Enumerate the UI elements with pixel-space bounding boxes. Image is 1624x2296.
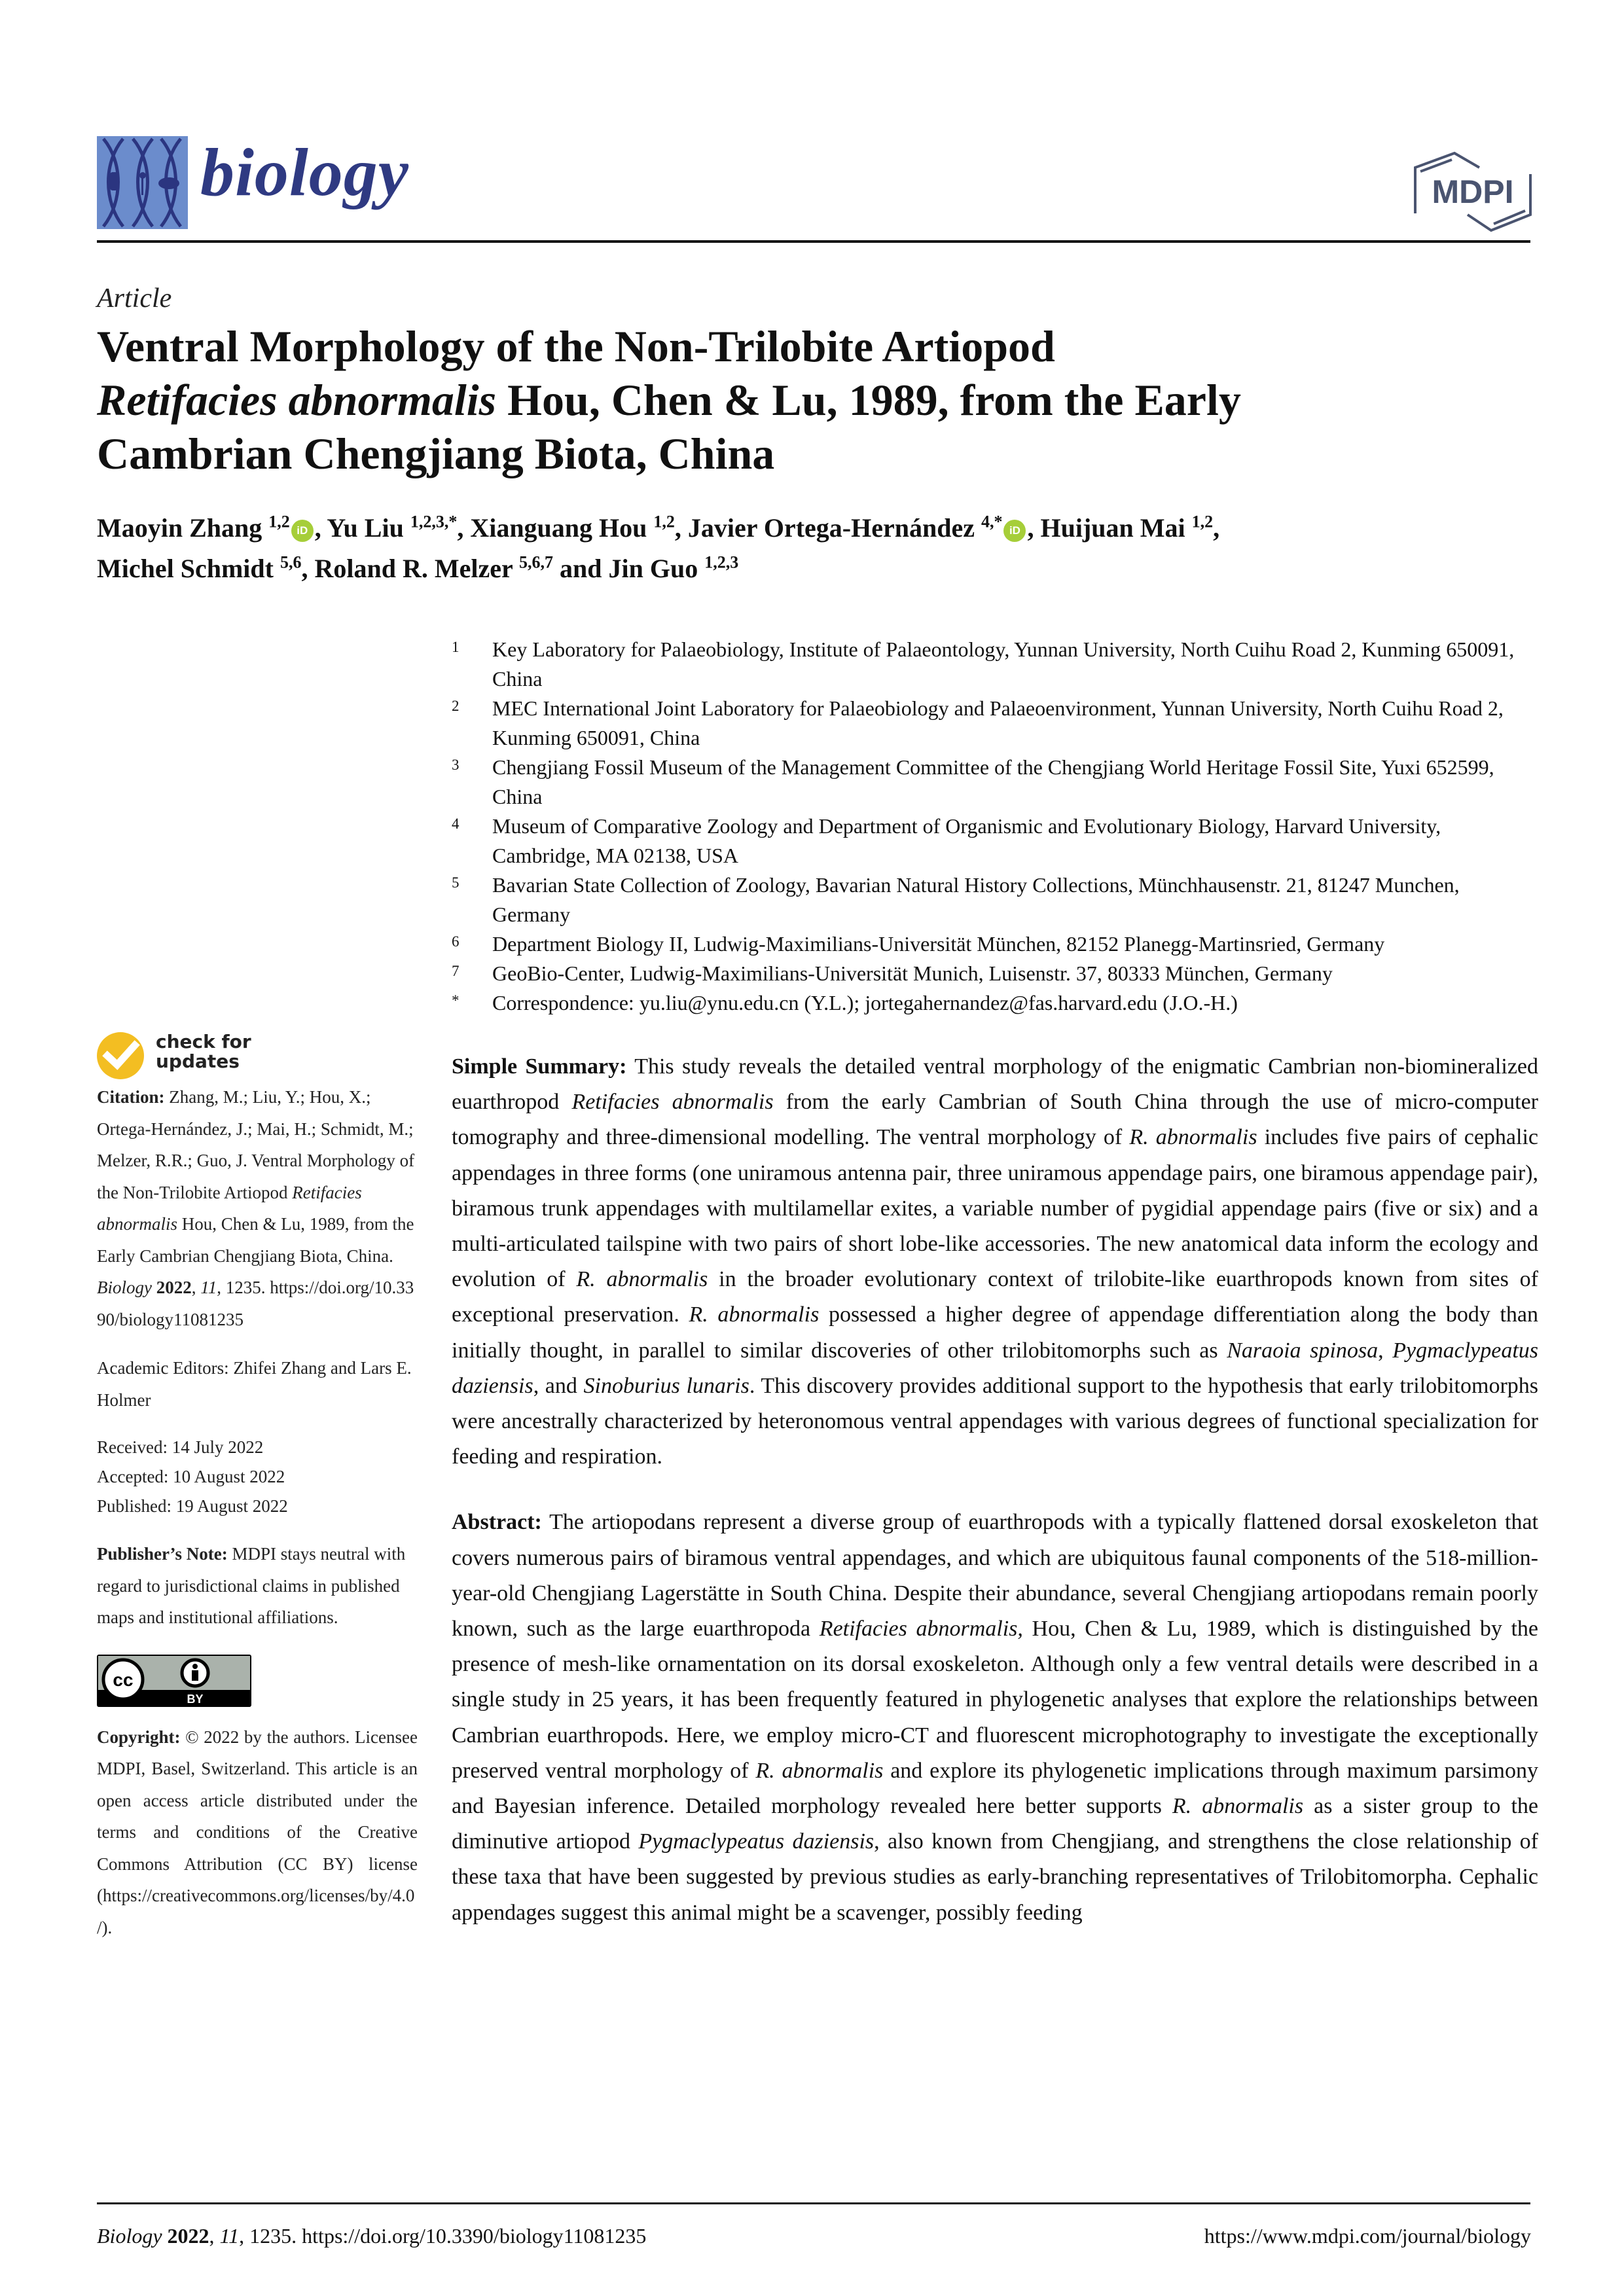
- author-name: Jin Guo: [608, 554, 698, 583]
- article-type: Article: [97, 283, 172, 314]
- orcid-icon[interactable]: iD: [1003, 520, 1026, 542]
- affiliation-text: Chengjiang Fossil Museum of the Management Committee of the Chengjiang World Heritage Fossil Site, Yuxi 652599, China: [492, 755, 1494, 808]
- affiliation-number: 5: [452, 874, 460, 891]
- taxon-name: Sinoburius lunaris: [583, 1373, 749, 1398]
- footer-journal-url[interactable]: https://www.mdpi.com/journal/biology: [1204, 2224, 1531, 2248]
- text-segment: possessed a higher degree of appendage differentiation along the body than initially thought, in parallel to similar discoveries of other trilobitomorphs such as: [452, 1302, 1538, 1363]
- footer-rule: [97, 2202, 1530, 2204]
- footer-citation: Biology 2022, 11, 1235. https://doi.org/10.3390/biology11081235: [97, 2224, 647, 2248]
- author-separator: ,: [674, 513, 688, 543]
- taxon-name: Naraoia spinosa: [1227, 1338, 1379, 1363]
- author-separator: ,: [1027, 513, 1041, 543]
- text-segment: in the broader evolutionary context of trilobite-like euarthropods known from sites of exceptional preservation.: [452, 1267, 1538, 1327]
- text-segment: includes five pairs of cephalic appendages in three forms (one uniramous antenna pair, three uniramous appendage pairs, one biramous appendage pair), biramous trunk appendages with multilamellar exites, a variable number of pygidial appendage pairs (five or six) and a multi-articulated tailspine with two pairs of short lobe-like accessories. The new anatomical data inform the ecology and evolution of: [452, 1125, 1538, 1292]
- author-name: Maoyin Zhang: [97, 513, 262, 543]
- text-segment: . This discovery provides additional support to the hypothesis that early trilobitomorphs were ancestrally characterized by heteronomous ventral appendages with various degrees of functional specialization for feeding and respiration.: [452, 1373, 1538, 1469]
- affiliation-number: *: [452, 992, 460, 1009]
- check-updates-icon: [97, 1032, 144, 1079]
- sidebar-info: [97, 1081, 418, 1943]
- affiliation-number: 4: [452, 816, 460, 832]
- text-segment: and explore its phylogenetic implications through maximum parsimony and Bayesian inference. Detailed morphology revealed here better supports: [452, 1758, 1538, 1819]
- author-affiliation-sup: 1,2,3,*: [410, 512, 458, 531]
- author-separator: ,: [301, 554, 315, 583]
- affiliation-text: Museum of Comparative Zoology and Department of Organismic and Evolutionary Biology, Harvard University, Cambridge, MA 02138, USA: [492, 814, 1441, 867]
- citation-article-number: , 1235.: [217, 1278, 266, 1297]
- header-rule: [97, 240, 1530, 243]
- abstract-text: [452, 1510, 1538, 1924]
- title-line-3: Cambrian Chengjiang Biota, China: [97, 429, 775, 478]
- affiliation-text: Key Laboratory for Palaeobiology, Institute of Palaeontology, Yunnan University, North Cuihu Road 2, Kunming 650091, China: [492, 637, 1515, 691]
- author-name: Xianguang Hou: [470, 513, 647, 543]
- author-separator: ,: [457, 513, 471, 543]
- author-affiliation-sup: 4,*: [981, 512, 1003, 531]
- citation-label: Citation:: [97, 1087, 165, 1107]
- citation-journal: Biology: [97, 1278, 152, 1297]
- affiliation-number: 7: [452, 963, 460, 979]
- citation-volume: 11: [200, 1278, 217, 1297]
- affiliations: [452, 635, 1538, 1018]
- author-name: Javier Ortega-Hernández: [687, 513, 975, 543]
- journal-name: biology: [200, 135, 409, 210]
- taxon-name: Pygmaclypeatus daziensis: [452, 1338, 1539, 1398]
- affiliation-number: 2: [452, 698, 460, 714]
- copyright-text: © 2022 by the authors. Licensee MDPI, Basel, Switzerland. This article is an open access article distributed under the terms and conditions of the Creative Commons Attribution (CC BY) license (https://creativecommons.org/licenses/by/4.0/).: [97, 1727, 418, 1937]
- academic-editors: Academic Editors: Zhifei Zhang and Lars E. Holmer: [97, 1358, 412, 1410]
- text-segment: , and: [533, 1373, 584, 1398]
- text-segment: , also known from Chengjiang, and strengthens the close relationship of these taxa that have been suggested by previous studies as early-branching representatives of Trilobitomorpha. Cephalic appendages suggest this animal might be a scavenger, possibly feeding: [452, 1829, 1538, 1925]
- received-date: Received: 14 July 2022: [97, 1437, 264, 1457]
- affiliation-text: Bavarian State Collection of Zoology, Bavarian Natural History Collections, Münchhausenstr. 21, 81247 Munchen, Germany: [492, 873, 1460, 926]
- affiliation-item: [452, 988, 1538, 1018]
- citation-text: Zhang, M.; Liu, Y.; Hou, X.; Ortega-Hernández, J.; Mai, H.; Schmidt, M.; Melzer, R.R.; Guo, J. Ventral Morphology of the Non-Trilobite Artiopod: [97, 1087, 415, 1202]
- author-affiliation-sup: 1,2: [268, 512, 290, 531]
- text-segment: The artiopodans represent a diverse group of euarthropods with a typically flattened dorsal exoskeleton that covers numerous pairs of biramous ventral appendages, and which are ubiquitous faunal components of the 518-million-year-old Chengjiang Lagerstätte in South China. Despite their abundance, several Chengjiang artiopodans remain poorly known, such as the large euarthropoda: [452, 1510, 1538, 1641]
- abstract: [452, 1505, 1538, 1930]
- citation-title-rest: Hou, Chen & Lu, 1989, from the Early Cambrian Chengjiang Biota, China.: [97, 1214, 414, 1266]
- affiliation-item: [452, 870, 1538, 929]
- citation-taxon: Retifacies abnormalis: [97, 1182, 362, 1234]
- author-separator: ,: [1213, 513, 1220, 543]
- affiliation-number: 3: [452, 757, 460, 773]
- author-separator: ,: [314, 513, 327, 543]
- author-list: [97, 508, 1537, 589]
- affiliation-item: [452, 959, 1538, 988]
- check-updates-line1: check for: [156, 1031, 251, 1052]
- affiliation-item: [452, 635, 1538, 694]
- citation-doi-link[interactable]: https://doi.org/10.3390/biology11081235: [97, 1278, 414, 1329]
- check-updates-line2: updates: [156, 1050, 240, 1072]
- taxon-name: Retifacies abnormalis: [571, 1090, 774, 1115]
- simple-summary-label: Simple Summary:: [452, 1054, 627, 1079]
- taxon-name: R. abnormalis: [1129, 1125, 1257, 1150]
- taxon-name: R. abnormalis: [755, 1758, 884, 1783]
- footer-year: 2022: [167, 2224, 209, 2248]
- title-taxon: Retifacies abnormalis: [97, 375, 497, 425]
- affiliation-number: 6: [452, 933, 460, 950]
- orcid-icon[interactable]: iD: [291, 520, 314, 542]
- title-line-1: Ventral Morphology of the Non-Trilobite Artiopod: [97, 321, 1055, 371]
- footer-doi[interactable]: , 1235. https://doi.org/10.3390/biology11081235: [239, 2224, 647, 2248]
- author-affiliation-sup: 5,6: [280, 552, 302, 572]
- taxon-name: Pygmaclypeatus daziensis: [638, 1829, 875, 1854]
- copyright-notice: [97, 1721, 418, 1944]
- main-content: [452, 1049, 1538, 1931]
- affiliation-text: Department Biology II, Ludwig-Maximilians-Universität München, 82152 Planegg-Martinsried, Germany: [492, 932, 1385, 956]
- title-line-2-rest: Hou, Chen & Lu, 1989, from the Early: [496, 375, 1241, 425]
- abstract-label: Abstract:: [452, 1510, 542, 1535]
- text-segment: as a sister group to the diminutive artiopod: [452, 1794, 1538, 1854]
- affiliation-text: GeoBio-Center, Ludwig-Maximilians-Universität Munich, Luisenstr. 37, 80333 München, Germany: [492, 961, 1333, 985]
- author-affiliation-sup: 1,2,3: [704, 552, 739, 572]
- cc-icon: cc: [113, 1669, 134, 1690]
- citation-year: 2022: [156, 1278, 192, 1297]
- taxon-name: R. abnormalis: [576, 1267, 708, 1292]
- affiliation-item: [452, 812, 1538, 870]
- footer-journal: Biology: [97, 2224, 162, 2248]
- text-segment: This study reveals the detailed ventral morphology of the enigmatic Cambrian non-biomineralized euarthropod: [452, 1054, 1538, 1115]
- taxon-name: R. abnormalis: [689, 1302, 820, 1327]
- cc-by-license-badge[interactable]: [97, 1655, 251, 1707]
- publishers-note-text: MDPI stays neutral with regard to jurisdictional claims in published maps and institutional affiliations.: [97, 1544, 406, 1627]
- author-name: Yu Liu: [327, 513, 404, 543]
- mdpi-logo: [1407, 149, 1538, 234]
- title-line-2: [97, 373, 1537, 427]
- article-title: [97, 319, 1537, 480]
- affiliation-item: [452, 929, 1538, 959]
- text-segment: Hou, Chen & Lu, 1989, which is distinguished by the presence of mesh-like ornamentation on its dorsal exoskeleton. Although only a few ventral details were described in a single study in 25 years, it has been frequently featured in phylogenetic analyses that explore the relationships between Cambrian euarthropods. Here, we employ micro-CT and fluorescent microphotography to investigate the exceptionally preserved ventral morphology of: [452, 1617, 1539, 1783]
- affiliation-number: 1: [452, 639, 460, 655]
- affiliation-item: [452, 753, 1538, 812]
- taxon-name: R. abnormalis: [1172, 1794, 1304, 1819]
- author-affiliation-sup: 1,2: [1191, 512, 1214, 531]
- copyright-label: Copyright:: [97, 1727, 181, 1747]
- author-affiliation-sup: 1,2: [653, 512, 675, 531]
- publishers-note-label: Publisher’s Note:: [97, 1544, 228, 1564]
- author-name: Roland R. Melzer: [314, 554, 513, 583]
- accepted-date: Accepted: 10 August 2022: [97, 1467, 285, 1486]
- footer-volume: 11: [219, 2224, 240, 2248]
- citation: Citation: Zhang, M.; Liu, Y.; Hou, X.; Ortega-Hernández, J.; Mai, H.; Schmidt, M.; Melzer, R.R.; Guo, J. Ventral Morphology of the Non-Trilobite Artiopod Retifacies abnormalis Hou, Chen & Lu, 1989, from the Early Cambrian Chengjiang Biota, China. Biology 2022, 11, 1235. https://doi.org/10.3390/biology11081235: [97, 1087, 415, 1329]
- author-affiliation-sup: 5,6,7: [519, 552, 554, 572]
- author-separator: and: [553, 554, 609, 583]
- mdpi-logo-text: MDPI: [1432, 173, 1514, 210]
- simple-summary: [452, 1049, 1538, 1475]
- by-label: BY: [187, 1692, 204, 1706]
- text-segment: from the early Cambrian of South China through the use of micro-computer tomography and three-dimensional modelling. The ventral morphology of: [452, 1090, 1538, 1150]
- affiliation-text: MEC International Joint Laboratory for Palaeobiology and Palaeoenvironment, Yunnan University, North Cuihu Road 2, Kunming 650091, China: [492, 696, 1504, 749]
- taxon-name: Retifacies abnormalis,: [819, 1617, 1023, 1641]
- author-name: Michel Schmidt: [97, 554, 274, 583]
- affiliation-text: Correspondence: yu.liu@ynu.edu.cn (Y.L.); jortegahernandez@fas.harvard.edu (J.O.-H.): [492, 991, 1238, 1014]
- biology-dna-logo-icon: [97, 136, 188, 229]
- text-segment: ,: [1378, 1338, 1393, 1363]
- publishers-note: [97, 1538, 418, 1634]
- affiliation-item: [452, 694, 1538, 753]
- author-name: Huijuan Mai: [1040, 513, 1185, 543]
- published-date: Published: 19 August 2022: [97, 1496, 288, 1516]
- simple-summary-text: [452, 1054, 1538, 1469]
